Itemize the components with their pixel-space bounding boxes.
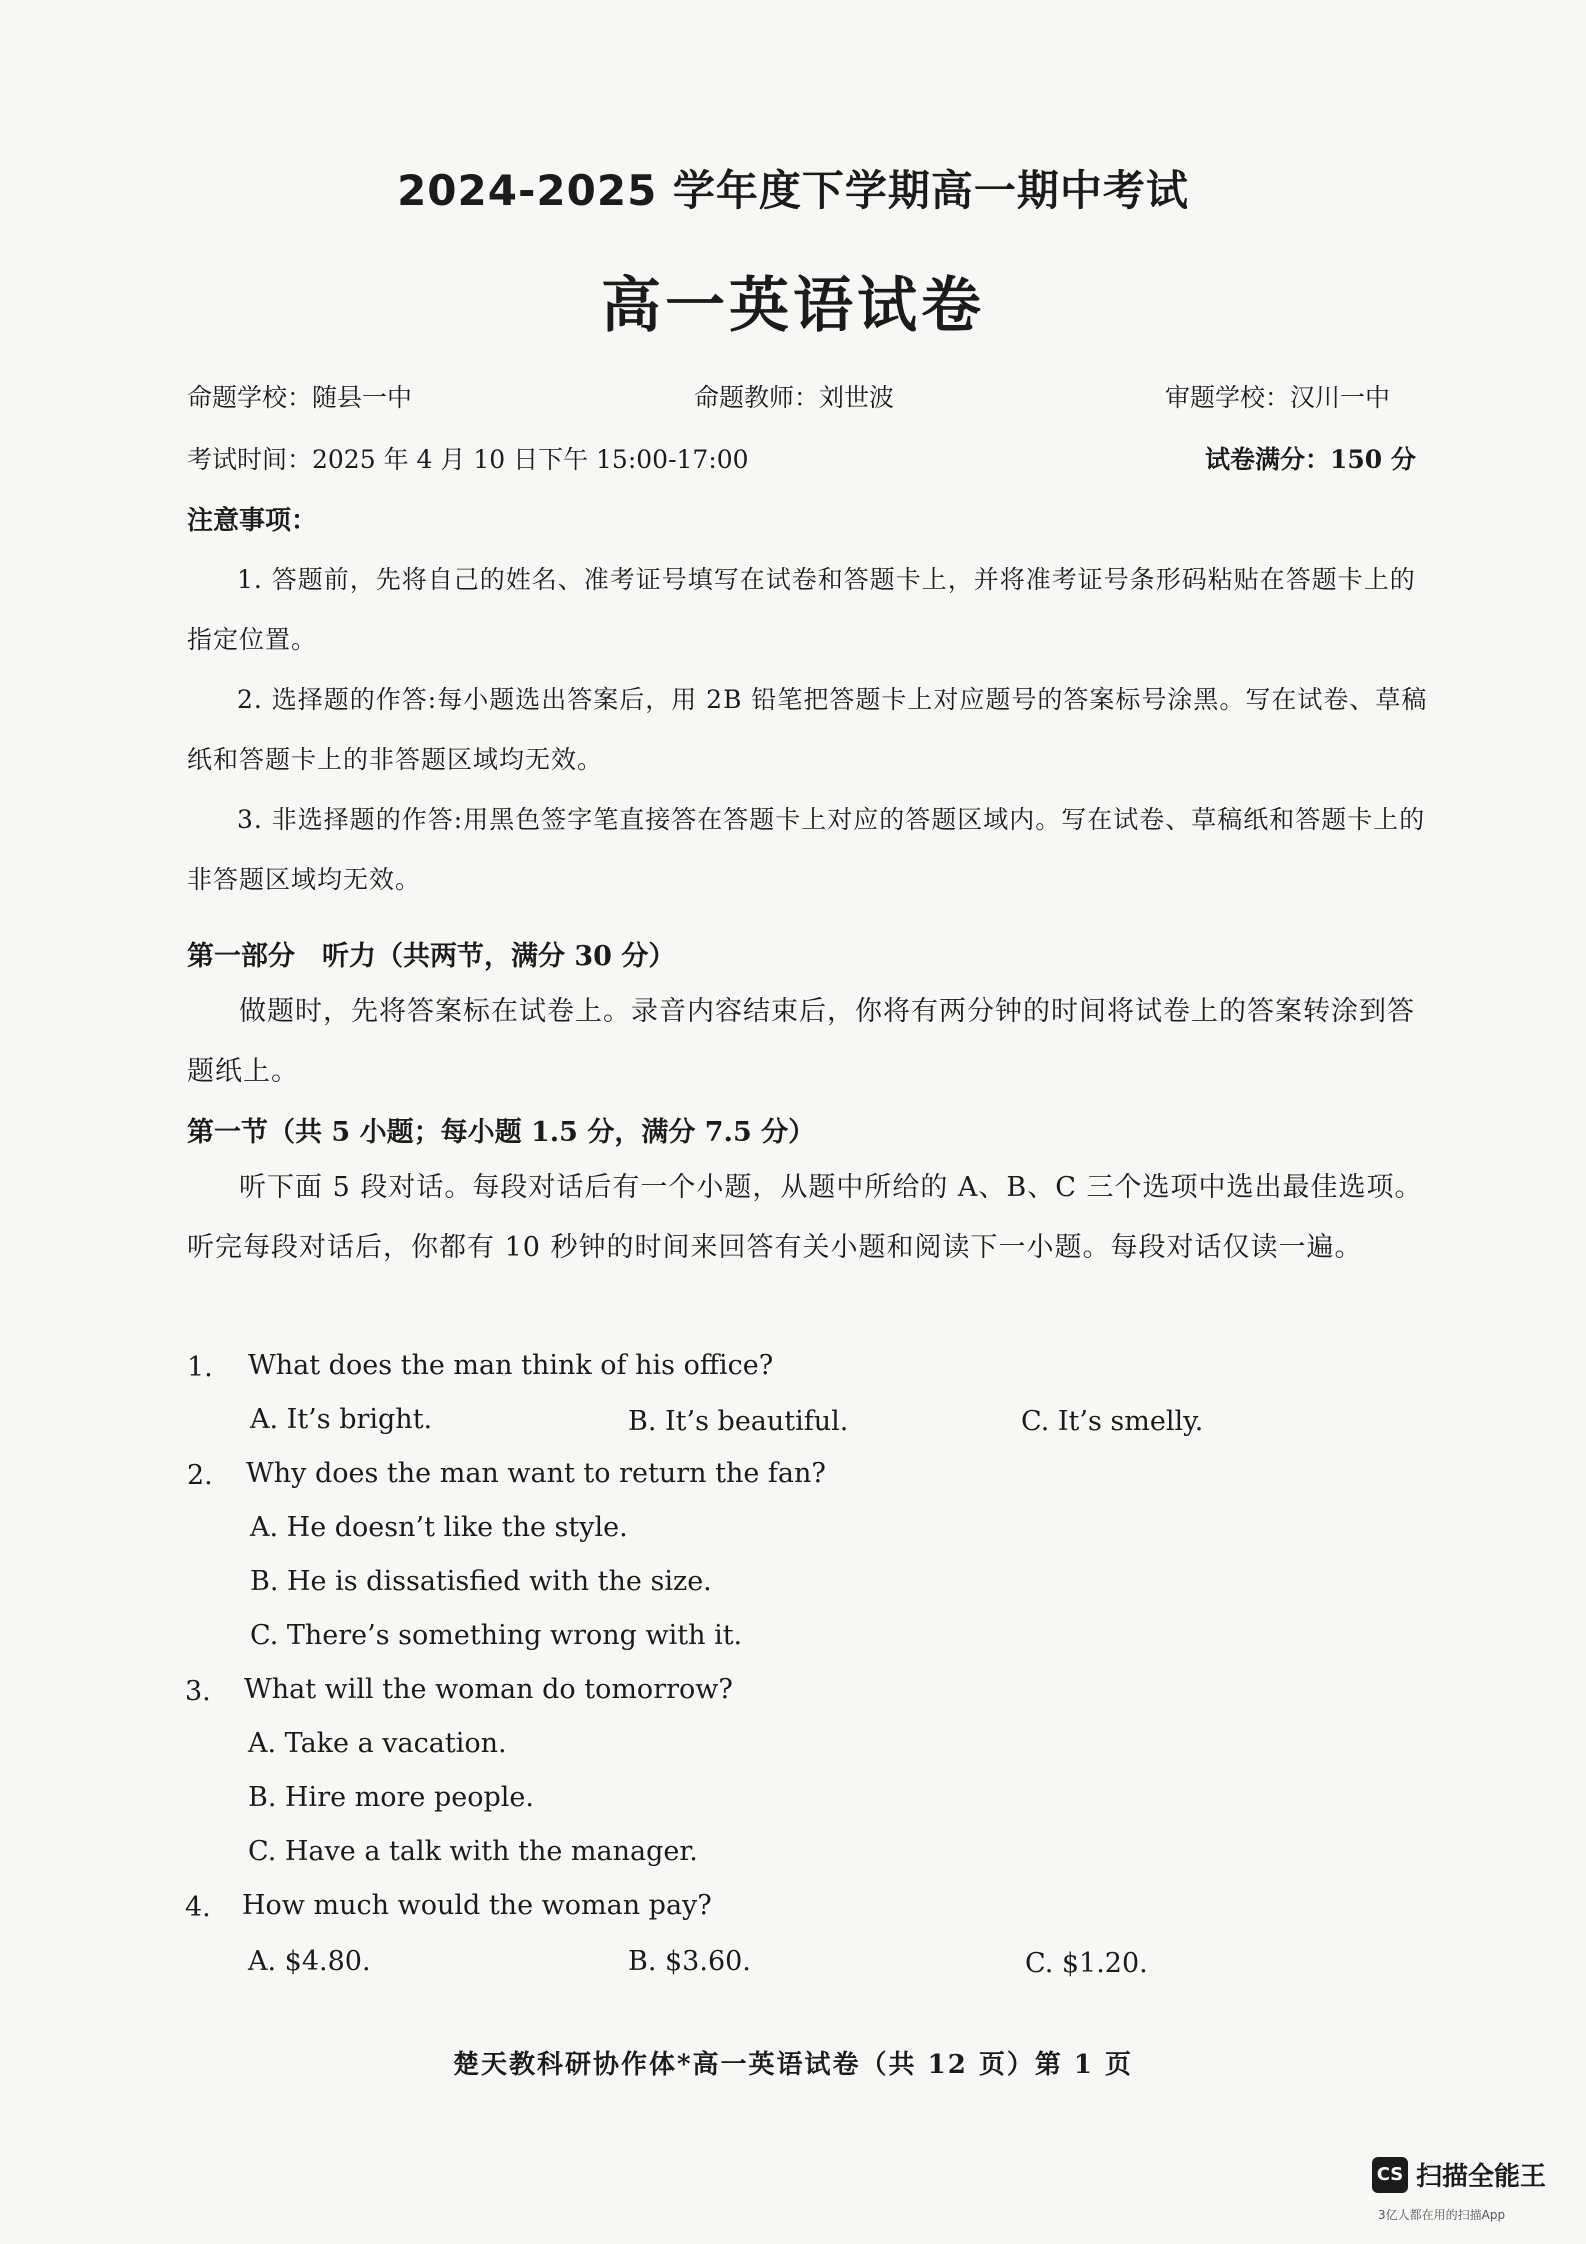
notice-item-1: 1. 答题前，先将自己的姓名、准考证号填写在试卷和答题卡上，并将准考证号条形码粘贴在答题卡上的指定位置。: [187, 565, 1416, 654]
question-3-text: What will the woman do tomorrow?: [244, 1674, 733, 1705]
full-score: 试卷满分：150 分: [1205, 445, 1416, 474]
watermark-tagline: 3亿人都在用的扫描App: [1378, 2208, 1506, 2222]
question-3-option-c: C. Have a talk with the manager.: [248, 1836, 698, 1867]
question-3-option-b: B. Hire more people.: [248, 1782, 534, 1813]
notice-item-2: 2. 选择题的作答:每小题选出答案后，用 2B 铅笔把答题卡上对应题号的答案标号涂黑。写在试卷、草稿纸和答题卡上的非答题区域均无效。: [187, 685, 1428, 774]
part1-heading: 第一部分 听力（共两节，满分 30 分）: [187, 941, 676, 972]
question-1-number: 1.: [187, 1352, 213, 1383]
question-1-option-b: B. It’s beautiful.: [628, 1406, 849, 1437]
question-1-text: What does the man think of his office?: [248, 1350, 774, 1381]
question-4-number: 4.: [185, 1892, 211, 1923]
question-3-option-a: A. Take a vacation.: [248, 1728, 507, 1759]
setter-school: 命题学校：随县一中: [187, 383, 413, 412]
watermark-name: 扫描全能王: [1416, 2162, 1547, 2192]
question-2-option-c: C. There’s something wrong with it.: [250, 1620, 743, 1651]
question-4-option-b: B. $3.60.: [628, 1946, 751, 1977]
part1-instruction: 做题时，先将答案标在试卷上。录音内容结束后，你将有两分钟的时间将试卷上的答案转涂到答题纸上。: [187, 996, 1415, 1087]
question-2-number: 2.: [187, 1460, 213, 1491]
scanner-watermark: [1372, 2156, 1546, 2193]
question-2-option-b: B. He is dissatisfied with the size.: [250, 1566, 712, 1597]
page-footer: 楚天教科研协作体*高一英语试卷（共 12 页）第 1 页: [452, 2050, 1134, 2080]
question-2-text: Why does the man want to return the fan?: [246, 1458, 826, 1489]
question-2-option-a: A. He doesn’t like the style.: [250, 1512, 628, 1543]
notice-item-3: 3. 非选择题的作答:用黑色签字笔直接答在答题卡上对应的答题区域内。写在试卷、草稿纸和答题卡上的非答题区域均无效。: [187, 805, 1426, 894]
setter-teacher: 命题教师：刘世波: [694, 383, 895, 412]
reviewer-school: 审题学校：汉川一中: [1165, 383, 1391, 412]
camscanner-logo-icon: CS: [1372, 2157, 1408, 2193]
question-4-option-c: C. $1.20.: [1025, 1948, 1148, 1979]
exam-title: 2024-2025 学年度下学期高一期中考试: [397, 166, 1189, 215]
exam-time: 考试时间：2025 年 4 月 10 日下午 15:00-17:00: [187, 445, 749, 474]
section1-instruction: 听下面 5 段对话。每段对话后有一个小题，从题中所给的 A、B、C 三个选项中选出最佳选项。听完每段对话后，你都有 10 秒钟的时间来回答有关小题和阅读下一小题。每段对话仅读一遍。: [187, 1172, 1423, 1263]
section1-heading: 第一节（共 5 小题；每小题 1.5 分，满分 7.5 分）: [187, 1117, 816, 1148]
question-4-text: How much would the woman pay?: [242, 1890, 712, 1921]
question-1-option-c: C. It’s smelly.: [1021, 1406, 1204, 1437]
paper-subtitle: 高一英语试卷: [601, 271, 985, 341]
notice-heading: 注意事项：: [187, 506, 318, 536]
question-1-option-a: A. It’s bright.: [250, 1404, 433, 1435]
question-4-option-a: A. $4.80.: [248, 1946, 371, 1977]
question-3-number: 3.: [185, 1676, 211, 1707]
